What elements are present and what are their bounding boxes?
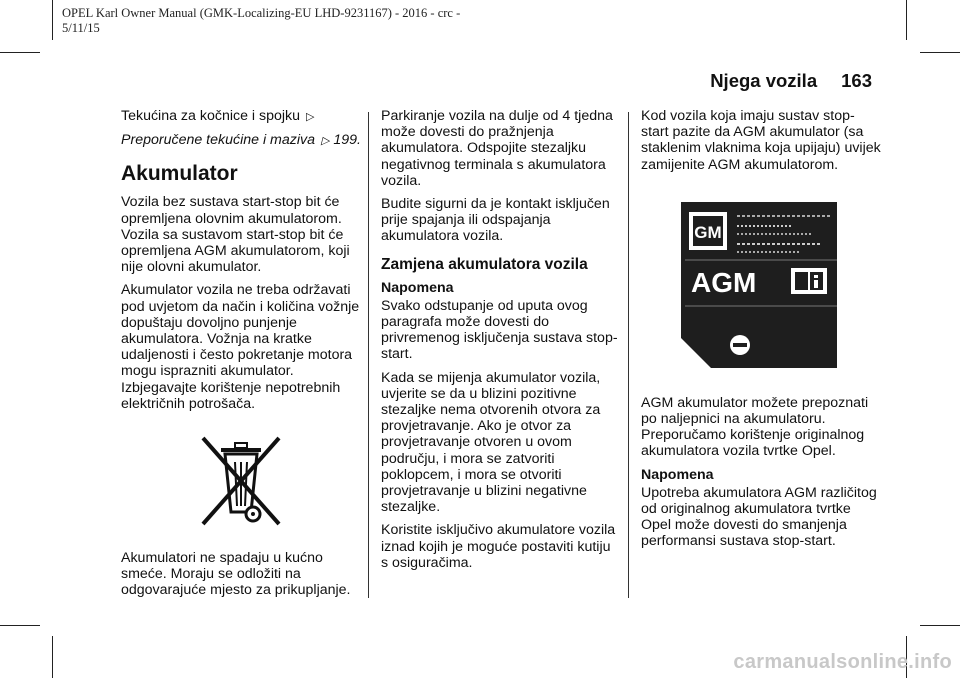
- agm-label-text: AGM: [691, 266, 757, 298]
- paragraph: AGM akumulator možete prepoznati po naljepnici na akumulatoru. Preporučamo korištenje originalnog akumulatora vozila tvrtke Opel.: [641, 394, 869, 460]
- note-label: Napomena: [641, 466, 714, 483]
- page-number: 163: [841, 70, 872, 91]
- paragraph: Vozila bez sustava start-stop bit će opremljena olovnim akumulatorom. Vozila sa sustavom start-stop bit će opremljena AGM akumulatorom, koji nije olovni akumulator.: [121, 194, 350, 276]
- crop-mark: [920, 52, 960, 53]
- paragraph: Budite sigurni da je kontakt isključen prije spajanja ili odspajanja akumulatora vozila.: [381, 196, 610, 245]
- section-title: Njega vozila: [710, 70, 818, 91]
- cross-reference-arrow-icon: ▷: [305, 111, 315, 123]
- running-head: [710, 70, 872, 92]
- paragraph: Akumulator vozila ne treba održavati pod uvjetom da način i količina vožnje dopuštaju dovoljno punjenje akumulatora. Vožnja na kratke udaljenosti i često pokretanje motora mogu isprazniti akumulator. Izbjegavajte korištenje nepotrebnih električnih potrošača.: [121, 282, 360, 412]
- crop-mark: [52, 636, 53, 678]
- paragraph: Koristite isključivo akumulatore vozila iznad kojih je moguće postaviti kutiju s osiguračima.: [381, 522, 616, 571]
- column-2: [381, 108, 621, 578]
- column-divider: [368, 112, 369, 598]
- cross-reference[interactable]: Preporučene tekućine i maziva ▷ 199.: [121, 132, 361, 149]
- gm-logo-text: GM: [694, 222, 722, 242]
- paragraph: Svako odstupanje od uputa ovog paragrafa može dovesti do privremenog isključenja sustava stop-start.: [381, 297, 618, 363]
- column-divider: [628, 112, 629, 598]
- paragraph: Upotreba akumulatora AGM različitog od originalnog akumulatora tvrtke Opel može dovesti do smanjenja performansi sustava stop-start.: [641, 484, 877, 550]
- crop-mark: [0, 625, 40, 626]
- cross-reference-page: 199: [333, 132, 358, 149]
- crop-mark: [906, 0, 907, 40]
- paragraph: Parkiranje vozila na dulje od 4 tjedna može dovesti do pražnjenja akumulatora. Odspojite stezaljku negativnog terminala s akumulatora vozila.: [381, 108, 613, 189]
- print-metadata: [62, 6, 460, 36]
- print-metadata-line2: 5/11/15: [62, 21, 100, 35]
- paragraph: Kod vozila koja imaju sustav stop-start pazite da AGM akumulator (sa staklenim vlaknima koja upijaju) uvijek zamijenite AGM akumulatorom.: [641, 108, 881, 173]
- print-metadata-line1: OPEL Karl Owner Manual (GMK-Localizing-EU LHD-9231167) - 2016 - crc -: [62, 6, 461, 20]
- column-1: [121, 108, 361, 606]
- brake-fluid-line: [121, 108, 361, 125]
- paragraph: Akumulatori ne spadaju u kućno smeće. Moraju se odložiti na odgovarajuće mjesto za prikupljanje.: [121, 550, 351, 599]
- crossed-out-bin-icon: [121, 434, 361, 534]
- agm-battery-label-image: [641, 194, 881, 379]
- column-3: [641, 108, 881, 557]
- crop-mark: [0, 52, 40, 53]
- crop-mark: [920, 625, 960, 626]
- brake-fluid-text: Tekućina za kočnice i spojku: [121, 108, 301, 124]
- crop-mark: [52, 0, 53, 40]
- subheading-battery-replacement: Zamjena akumulatora vozila: [381, 255, 588, 273]
- paragraph: Kada se mijenja akumulator vozila, uvjerite se da u blizini pozitivne stezaljke nema otvorenih otvora za provjetravanje. Ako je otvor za provjetravanje otvoren u ovom području, i mora se zatvoriti poklopcem, i mora se otvoriti provjetravanje u blizini negativne stezaljke.: [381, 369, 601, 516]
- watermark: carmanualsonline.info: [733, 651, 952, 673]
- heading-akumulator: Akumulator: [121, 162, 238, 186]
- cross-reference-arrow-icon: ▷: [320, 135, 330, 148]
- cross-reference-text: Preporučene tekućine i maziva: [121, 132, 315, 149]
- note-label: Napomena: [381, 279, 454, 296]
